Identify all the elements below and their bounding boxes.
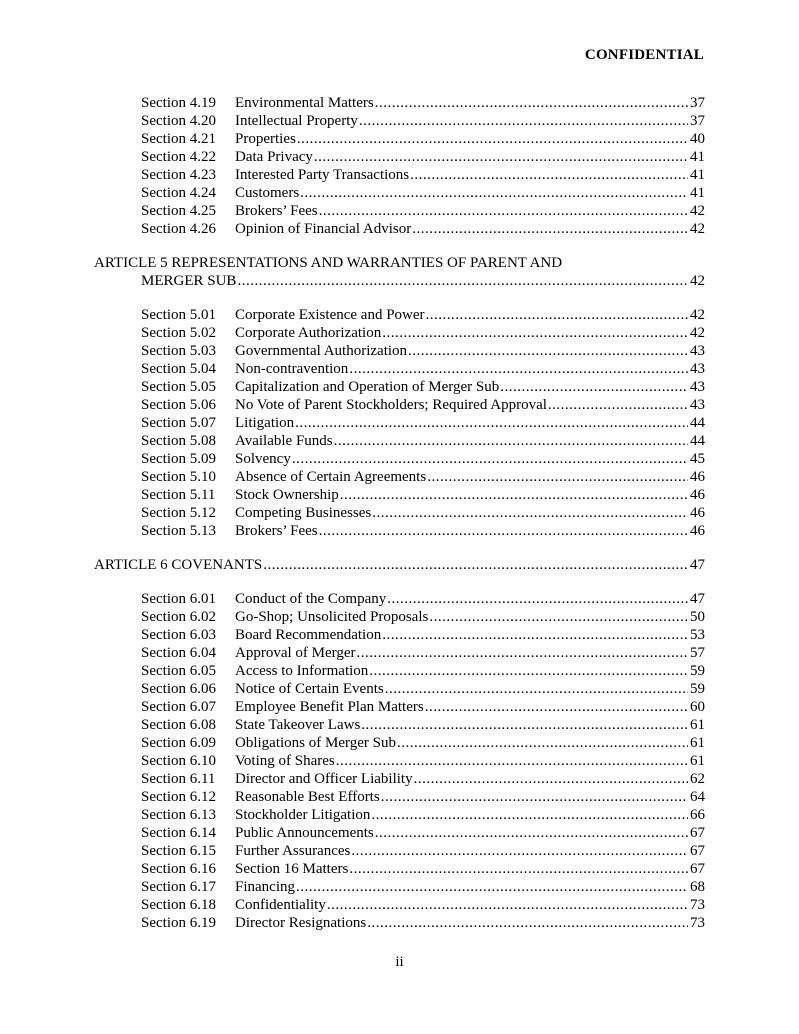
dot-leader <box>369 662 688 680</box>
section-number: Section 6.06 <box>141 681 216 697</box>
toc-entry[interactable] <box>0 806 799 824</box>
section-page-number: 46 <box>690 505 705 521</box>
toc-entry[interactable] <box>0 130 799 148</box>
section-title: Solvency <box>235 451 291 467</box>
section-number: Section 6.05 <box>141 663 216 679</box>
section-title: Section 16 Matters <box>235 861 349 877</box>
section-page-number: 64 <box>690 789 705 805</box>
section-page-number: 40 <box>690 131 705 147</box>
section-page-number: 61 <box>690 717 705 733</box>
toc-entry[interactable] <box>0 842 799 860</box>
spacer <box>0 238 799 254</box>
section-title: Voting of Shares <box>235 753 335 769</box>
section-number: Section 4.19 <box>141 95 216 111</box>
toc-entry[interactable] <box>0 94 799 112</box>
toc-entry[interactable] <box>0 148 799 166</box>
section-title: Brokers’ Fees <box>235 203 318 219</box>
section-number: Section 5.03 <box>141 343 216 359</box>
section-page-number: 66 <box>690 807 705 823</box>
section-page-number: 37 <box>690 113 705 129</box>
section-title: Customers <box>235 185 300 201</box>
article-5-page-number: 42 <box>690 273 705 289</box>
dot-leader <box>408 342 688 360</box>
section-title: Stock Ownership <box>235 487 339 503</box>
section-number: Section 5.11 <box>141 487 216 503</box>
dot-leader <box>349 860 688 878</box>
section-number: Section 4.25 <box>141 203 216 219</box>
dot-leader <box>371 806 688 824</box>
dot-leader <box>237 272 688 290</box>
article-6-page-number: 47 <box>690 557 705 573</box>
toc-entry[interactable] <box>0 770 799 788</box>
section-page-number: 42 <box>690 325 705 341</box>
section-number: Section 6.16 <box>141 861 216 877</box>
dot-leader <box>361 716 688 734</box>
section-title: Conduct of the Company <box>235 591 387 607</box>
section-number: Section 4.26 <box>141 221 216 237</box>
dot-leader <box>300 184 688 202</box>
toc-entry[interactable] <box>0 112 799 130</box>
section-group-6 <box>0 590 799 932</box>
dot-leader <box>381 788 688 806</box>
section-page-number: 59 <box>690 681 705 697</box>
toc-entry[interactable] <box>0 342 799 360</box>
section-title: Employee Benefit Plan Matters <box>235 699 424 715</box>
section-title: Available Funds <box>235 433 333 449</box>
section-title: Notice of Certain Events <box>235 681 384 697</box>
dot-leader <box>319 522 688 540</box>
section-number: Section 5.13 <box>141 523 216 539</box>
section-page-number: 44 <box>690 415 705 431</box>
section-title: Data Privacy <box>235 149 313 165</box>
toc-entry[interactable] <box>0 184 799 202</box>
section-page-number: 67 <box>690 843 705 859</box>
dot-leader <box>351 842 688 860</box>
section-page-number: 67 <box>690 861 705 877</box>
dot-leader <box>295 414 688 432</box>
section-group-5 <box>0 306 799 540</box>
section-page-number: 37 <box>690 95 705 111</box>
section-page-number: 68 <box>690 879 705 895</box>
section-page-number: 73 <box>690 897 705 913</box>
article-6-heading-title: ARTICLE 6 COVENANTS <box>94 557 263 573</box>
article-5-heading-continued: MERGER SUB <box>141 273 237 289</box>
section-page-number: 43 <box>690 379 705 395</box>
toc-entry[interactable] <box>0 698 799 716</box>
toc-entry[interactable] <box>0 878 799 896</box>
section-title: Properties <box>235 131 296 147</box>
section-number: Section 6.07 <box>141 699 216 715</box>
section-number: Section 5.01 <box>141 307 216 323</box>
toc-entry[interactable] <box>0 432 799 450</box>
dot-leader <box>336 752 688 770</box>
section-group-4 <box>0 94 799 238</box>
section-page-number: 61 <box>690 753 705 769</box>
section-page-number: 46 <box>690 469 705 485</box>
section-title: Litigation <box>235 415 295 431</box>
spacer <box>0 290 799 306</box>
article-5-heading-line1[interactable]: ARTICLE 5 REPRESENTATIONS AND WARRANTIES OF PARENT AND <box>94 255 563 271</box>
section-number: Section 6.18 <box>141 897 216 913</box>
toc-entry[interactable] <box>0 662 799 680</box>
section-title: Corporate Existence and Power <box>235 307 425 323</box>
dot-leader <box>349 360 688 378</box>
section-number: Section 6.03 <box>141 627 216 643</box>
dot-leader <box>357 644 688 662</box>
dot-leader <box>500 378 688 396</box>
section-title: Board Recommendation <box>235 627 382 643</box>
toc-entry[interactable] <box>0 220 799 238</box>
section-page-number: 73 <box>690 915 705 931</box>
toc-entry[interactable] <box>0 914 799 932</box>
toc-entry[interactable] <box>0 324 799 342</box>
section-page-number: 46 <box>690 487 705 503</box>
section-number: Section 5.10 <box>141 469 216 485</box>
dot-leader <box>427 468 688 486</box>
section-title: Environmental Matters <box>235 95 374 111</box>
dot-leader <box>426 306 688 324</box>
dot-leader <box>297 130 688 148</box>
dot-leader <box>340 486 688 504</box>
section-title: Opinion of Financial Advisor <box>235 221 412 237</box>
toc-entry[interactable] <box>0 166 799 184</box>
section-title: Confidentiality <box>235 897 326 913</box>
section-number: Section 6.13 <box>141 807 216 823</box>
section-page-number: 41 <box>690 149 705 165</box>
section-number: Section 6.17 <box>141 879 216 895</box>
dot-leader <box>382 324 688 342</box>
section-page-number: 42 <box>690 307 705 323</box>
section-page-number: 57 <box>690 645 705 661</box>
section-title: Approval of Merger <box>235 645 356 661</box>
toc-entry[interactable] <box>0 608 799 626</box>
section-number: Section 6.02 <box>141 609 216 625</box>
section-number: Section 6.12 <box>141 789 216 805</box>
toc-entry[interactable] <box>0 486 799 504</box>
section-title: Absence of Certain Agreements <box>235 469 427 485</box>
toc-entry[interactable] <box>0 788 799 806</box>
section-page-number: 42 <box>690 221 705 237</box>
section-title: Intellectual Property <box>235 113 358 129</box>
section-number: Section 6.11 <box>141 771 216 787</box>
section-title: Stockholder Litigation <box>235 807 371 823</box>
page-number-footer: ii <box>395 954 404 970</box>
article-6-heading[interactable] <box>0 556 799 574</box>
section-number: Section 5.08 <box>141 433 216 449</box>
section-page-number: 53 <box>690 627 705 643</box>
section-number: Section 6.04 <box>141 645 216 661</box>
dot-leader <box>314 148 688 166</box>
toc-entry[interactable] <box>0 306 799 324</box>
dot-leader <box>548 396 688 414</box>
section-page-number: 61 <box>690 735 705 751</box>
dot-leader <box>412 220 688 238</box>
toc-entry[interactable] <box>0 468 799 486</box>
dot-leader <box>414 770 688 788</box>
section-page-number: 43 <box>690 343 705 359</box>
dot-leader <box>263 556 688 574</box>
dot-leader <box>429 608 688 626</box>
section-title: Competing Businesses <box>235 505 372 521</box>
dot-leader <box>397 734 688 752</box>
toc-entry[interactable] <box>0 414 799 432</box>
spacer <box>0 574 799 590</box>
toc-entry[interactable] <box>0 202 799 220</box>
dot-leader <box>296 878 688 896</box>
section-title: Interested Party Transactions <box>235 167 410 183</box>
toc-entry[interactable] <box>0 378 799 396</box>
section-title: Reasonable Best Efforts <box>235 789 380 805</box>
dot-leader <box>382 626 688 644</box>
toc-entry[interactable] <box>0 450 799 468</box>
section-page-number: 62 <box>690 771 705 787</box>
toc-entry[interactable] <box>0 716 799 734</box>
dot-leader <box>359 112 688 130</box>
section-title: Financing <box>235 879 295 895</box>
section-title: State Takeover Laws <box>235 717 361 733</box>
section-number: Section 6.19 <box>141 915 216 931</box>
section-title: Corporate Authorization <box>235 325 382 341</box>
section-page-number: 44 <box>690 433 705 449</box>
section-title: Non-contravention <box>235 361 349 377</box>
section-number: Section 4.21 <box>141 131 216 147</box>
section-page-number: 45 <box>690 451 705 467</box>
dot-leader <box>410 166 688 184</box>
dot-leader <box>367 914 688 932</box>
section-number: Section 5.09 <box>141 451 216 467</box>
section-number: Section 5.05 <box>141 379 216 395</box>
section-number: Section 4.23 <box>141 167 216 183</box>
dot-leader <box>375 94 688 112</box>
section-title: Director Resignations <box>235 915 367 931</box>
toc-entry[interactable] <box>0 752 799 770</box>
section-title: Capitalization and Operation of Merger Sub <box>235 379 500 395</box>
toc-entry[interactable] <box>0 522 799 540</box>
section-number: Section 4.24 <box>141 185 216 201</box>
spacer <box>0 540 799 556</box>
dot-leader <box>292 450 688 468</box>
section-number: Section 4.22 <box>141 149 216 165</box>
section-page-number: 41 <box>690 185 705 201</box>
toc-entry[interactable] <box>0 896 799 914</box>
toc-entry[interactable] <box>0 734 799 752</box>
section-number: Section 5.04 <box>141 361 216 377</box>
section-page-number: 46 <box>690 523 705 539</box>
table-of-contents <box>0 94 799 932</box>
section-number: Section 6.14 <box>141 825 216 841</box>
section-title: Further Assurances <box>235 843 351 859</box>
section-page-number: 67 <box>690 825 705 841</box>
section-page-number: 43 <box>690 397 705 413</box>
toc-entry[interactable] <box>0 680 799 698</box>
toc-entry[interactable] <box>0 360 799 378</box>
dot-leader <box>334 432 688 450</box>
toc-entry[interactable] <box>0 590 799 608</box>
section-number: Section 5.06 <box>141 397 216 413</box>
section-title: No Vote of Parent Stockholders; Required Approval <box>235 397 547 413</box>
section-number: Section 6.15 <box>141 843 216 859</box>
section-title: Access to Information <box>235 663 369 679</box>
toc-entry[interactable] <box>0 824 799 842</box>
section-number: Section 5.12 <box>141 505 216 521</box>
dot-leader <box>372 504 688 522</box>
section-title: Obligations of Merger Sub <box>235 735 396 751</box>
section-number: Section 5.02 <box>141 325 216 341</box>
section-page-number: 43 <box>690 361 705 377</box>
section-page-number: 41 <box>690 167 705 183</box>
section-page-number: 42 <box>690 203 705 219</box>
confidential-header: CONFIDENTIAL <box>584 47 704 63</box>
toc-entry[interactable] <box>0 504 799 522</box>
article-5-heading-line2[interactable] <box>0 272 799 290</box>
toc-entry[interactable] <box>0 396 799 414</box>
toc-entry[interactable] <box>0 644 799 662</box>
section-title: Director and Officer Liability <box>235 771 413 787</box>
section-number: Section 6.09 <box>141 735 216 751</box>
section-page-number: 59 <box>690 663 705 679</box>
dot-leader <box>387 590 688 608</box>
toc-entry[interactable] <box>0 626 799 644</box>
section-page-number: 50 <box>690 609 705 625</box>
dot-leader <box>385 680 688 698</box>
section-number: Section 6.08 <box>141 717 216 733</box>
section-title: Governmental Authorization <box>235 343 408 359</box>
section-number: Section 4.20 <box>141 113 216 129</box>
dot-leader <box>375 824 688 842</box>
section-title: Public Announcements <box>235 825 374 841</box>
section-page-number: 47 <box>690 591 705 607</box>
section-title: Brokers’ Fees <box>235 523 318 539</box>
section-number: Section 6.01 <box>141 591 216 607</box>
section-page-number: 60 <box>690 699 705 715</box>
section-number: Section 6.10 <box>141 753 216 769</box>
dot-leader <box>425 698 688 716</box>
dot-leader <box>319 202 688 220</box>
section-number: Section 5.07 <box>141 415 216 431</box>
dot-leader <box>327 896 688 914</box>
section-title: Go-Shop; Unsolicited Proposals <box>235 609 429 625</box>
toc-entry[interactable] <box>0 860 799 878</box>
